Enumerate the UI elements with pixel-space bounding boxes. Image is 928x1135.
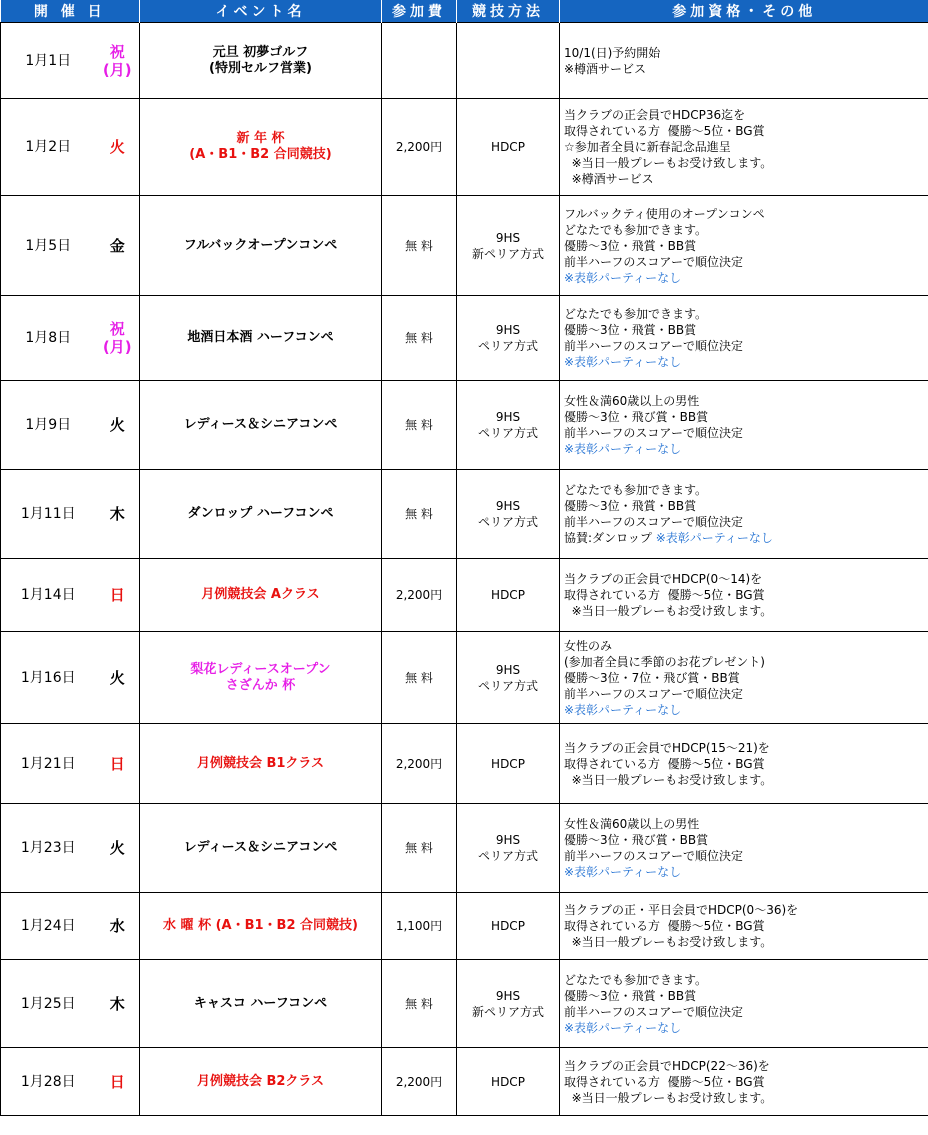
notes-line: 優勝～3位・飛賞・BB賞 [564,499,697,513]
event-weekday [96,381,140,470]
table-row [1,632,928,724]
eligibility-notes [560,296,928,381]
notes-line: 当クラブの正会員でHDCP36迄を [564,108,746,122]
weekday-line: 日 [109,586,125,604]
weekday-line: (月) [102,338,132,356]
no-award-party-note: ※表彰パーティーなし [564,442,682,456]
event-name [140,960,382,1048]
header-event: イベント名 [140,0,382,23]
event-date: 1月21日 [1,724,96,804]
eligibility-notes [560,470,928,559]
notes-line: 取得されている方 優勝～5位・BG賞 [564,588,765,602]
notes-line: 優勝～3位・飛賞・BB賞 [564,323,697,337]
notes-line: ※当日一般プレーもお受け致します。 [564,1090,773,1105]
entry-fee: 無 料 [382,632,457,724]
event-name-line: 月例競技会 Aクラス [201,587,320,602]
entry-fee: 無 料 [382,470,457,559]
event-name [140,99,382,196]
competition-method [457,296,560,381]
event-name [140,559,382,632]
event-name-line: 梨花レディースオープン [190,661,331,677]
method-line: HDCP [491,588,525,602]
method-line: 9HS [495,323,521,337]
notes-line: ※当日一般プレーもお受け致します。 [564,604,773,618]
table-body [1,23,928,1116]
method-line: 9HS [495,230,521,245]
event-name [140,296,382,381]
competition-method [457,99,560,196]
event-name-line: 月例競技会 B2クラス [196,1073,325,1089]
entry-fee: 無 料 [382,960,457,1048]
eligibility-notes [560,23,928,99]
competition-method [457,559,560,632]
weekday-line: 木 [109,505,125,523]
weekday-line: 金 [109,236,125,255]
event-name-line: 地酒日本酒 ハーフコンペ [187,330,334,345]
competition-method [457,724,560,804]
method-line: 9HS [495,988,521,1003]
notes-line: 前半ハーフのスコアーで順位決定 [564,254,744,269]
entry-fee: 無 料 [382,381,457,470]
event-date: 1月9日 [1,381,96,470]
notes-line: ※当日一般プレーもお受け致します。 [564,772,773,787]
notes-line: 優勝～3位・7位・飛び賞・BB賞 [564,670,740,685]
method-line: ペリア方式 [477,849,538,863]
event-date: 1月1日 [1,23,96,99]
method-line: ペリア方式 [477,678,538,693]
table-row [1,470,928,559]
no-award-party-note: ※表彰パーティーなし [564,1020,682,1035]
competition-method [457,804,560,893]
notes-line: 前半ハーフのスコアーで順位決定 [564,849,744,863]
notes-line: どなたでも参加できます。 [564,972,708,987]
entry-fee: 2,200円 [382,1048,457,1116]
event-weekday [96,470,140,559]
event-name-line: キャスコ ハーフコンペ [193,995,328,1011]
event-name-line: レディース＆シニアコンペ [183,417,338,432]
table-row [1,23,928,99]
event-name [140,724,382,804]
event-date: 1月8日 [1,296,96,381]
eligibility-notes [560,381,928,470]
header-fee: 参加費 [382,0,457,23]
event-name [140,893,382,960]
weekday-line: 火 [109,839,125,857]
notes-line: 優勝～3位・飛び賞・BB賞 [564,410,709,424]
notes-line: 取得されている方 優勝～5位・BG賞 [564,1074,765,1089]
notes-line: 前半ハーフのスコアーで順位決定 [564,686,744,701]
header-method: 競技方法 [457,0,560,23]
competition-method [457,632,560,724]
method-line: ペリア方式 [477,426,538,440]
method-line: HDCP [491,1074,525,1089]
method-line: 新ペリア方式 [471,1004,544,1019]
event-name [140,196,382,296]
method-line: ペリア方式 [477,515,538,529]
notes-line: ※樽酒サービス [564,172,654,186]
event-name-line: 水 曜 杯 (A・B1・B2 合同競技) [163,918,358,933]
event-name [140,470,382,559]
notes-line: 当クラブの正会員でHDCP(0～14)を [564,572,763,586]
notes-line: どなたでも参加できます。 [564,307,708,321]
no-award-party-note: ※表彰パーティーなし [564,355,682,369]
table-row [1,724,928,804]
entry-fee: 1,100円 [382,893,457,960]
event-date: 1月23日 [1,804,96,893]
event-name-line: (特別セルフ営業) [209,60,312,76]
weekday-line: 水 [109,917,125,935]
event-date: 1月5日 [1,196,96,296]
notes-line: どなたでも参加できます。 [564,222,708,237]
event-date: 1月16日 [1,632,96,724]
table-row [1,804,928,893]
notes-line: 優勝～3位・飛賞・BB賞 [564,988,697,1003]
event-name-line: 月例競技会 B1クラス [196,755,325,771]
competition-method [457,381,560,470]
notes-line: 女性のみ [564,638,613,653]
entry-fee: 無 料 [382,296,457,381]
method-line: 9HS [495,499,521,513]
table-row [1,196,928,296]
method-line: 新ペリア方式 [471,246,544,261]
table-row [1,960,928,1048]
notes-line: ※当日一般プレーもお受け致します。 [564,935,773,949]
notes-line: 10/1(日)予約開始 [564,45,661,60]
event-weekday [96,632,140,724]
entry-fee: 無 料 [382,196,457,296]
weekday-line: (月) [102,60,132,79]
event-date: 1月25日 [1,960,96,1048]
eligibility-notes [560,559,928,632]
no-award-party-note: ※表彰パーティーなし [564,702,682,717]
notes-line: 優勝～3位・飛び賞・BB賞 [564,833,709,847]
eligibility-notes [560,724,928,804]
competition-method [457,196,560,296]
competition-method [457,23,560,99]
notes-line: (参加者全員に季節のお花プレゼント) [564,654,765,669]
event-weekday [96,804,140,893]
event-weekday [96,893,140,960]
competition-method [457,960,560,1048]
weekday-line: 日 [109,754,125,773]
notes-line: 当クラブの正会員でHDCP(15～21)を [564,740,770,755]
eligibility-notes [560,960,928,1048]
event-name-line: ダンロップ ハーフコンペ [187,506,334,521]
competition-method [457,1048,560,1116]
eligibility-notes [560,1048,928,1116]
event-name [140,804,382,893]
weekday-line: 祝 [109,42,125,61]
method-line: 9HS [495,410,521,424]
event-weekday [96,296,140,381]
weekday-line: 木 [109,994,125,1013]
notes-line: 取得されている方 優勝～5位・BG賞 [564,919,765,933]
weekday-line: 祝 [109,320,125,338]
notes-line: 前半ハーフのスコアーで順位決定 [564,339,744,353]
table-row [1,99,928,196]
table-row [1,559,928,632]
eligibility-notes [560,196,928,296]
eligibility-notes [560,632,928,724]
eligibility-notes [560,804,928,893]
event-name-line: 元旦 初夢ゴルフ [212,44,309,60]
event-name-line: レディース＆シニアコンペ [183,840,338,855]
notes-line: 女性＆満60歳以上の男性 [564,394,700,408]
entry-fee: 無 料 [382,804,457,893]
entry-fee: 2,200円 [382,559,457,632]
table-row [1,381,928,470]
event-date: 1月2日 [1,99,96,196]
notes-line: 当クラブの正・平日会員でHDCP(0～36)を [564,903,799,917]
method-line: HDCP [491,919,525,933]
event-name [140,1048,382,1116]
event-date: 1月24日 [1,893,96,960]
header-other: 参加資格・その他 [560,0,928,23]
entry-fee: 2,200円 [382,99,457,196]
notes-line: ※当日一般プレーもお受け致します。 [564,156,773,170]
event-date: 1月28日 [1,1048,96,1116]
no-award-party-note: ※表彰パーティーなし [564,865,682,879]
notes-line: ☆参加者全員に新春記念品進呈 [564,140,731,154]
event-name-line: 新 年 杯 [236,131,285,146]
weekday-line: 火 [109,138,125,156]
notes-line: フルバックティ使用のオープンコンペ [564,206,765,221]
event-name-line: フルバックオープンコンペ [183,237,338,253]
event-name-line: さざんか 杯 [225,677,296,693]
notes-line: 取得されている方 優勝～5位・BG賞 [564,124,765,138]
method-line: HDCP [491,756,525,771]
method-line: 9HS [495,662,521,677]
notes-line: どなたでも参加できます。 [564,483,708,497]
event-date: 1月11日 [1,470,96,559]
notes-line: 当クラブの正会員でHDCP(22～36)を [564,1058,770,1073]
method-line: HDCP [491,140,525,154]
event-weekday [96,196,140,296]
notes-line: 優勝～3位・飛賞・BB賞 [564,238,697,253]
notes-line: ※樽酒サービス [564,61,647,76]
event-name [140,381,382,470]
method-line: ペリア方式 [477,339,538,353]
notes-line: 前半ハーフのスコアーで順位決定 [564,1004,744,1019]
event-name-line: (A・B1・B2 合同競技) [189,147,332,162]
notes-line: 女性＆満60歳以上の男性 [564,817,700,831]
event-weekday [96,99,140,196]
method-line: 9HS [495,833,521,847]
eligibility-notes [560,99,928,196]
no-award-party-note: ※表彰パーティーなし [564,270,682,285]
competition-method [457,470,560,559]
eligibility-notes [560,893,928,960]
event-name [140,632,382,724]
table-row [1,296,928,381]
no-award-party-note: ※表彰パーティーなし [651,531,773,545]
event-date: 1月14日 [1,559,96,632]
weekday-line: 火 [109,668,125,687]
table-row [1,893,928,960]
header-row [1,0,928,23]
event-weekday [96,559,140,632]
event-weekday [96,724,140,804]
entry-fee [382,23,457,99]
weekday-line: 日 [109,1072,125,1091]
weekday-line: 火 [109,416,125,434]
event-weekday [96,960,140,1048]
event-weekday [96,23,140,99]
notes-line: 前半ハーフのスコアーで順位決定 [564,426,744,440]
notes-line: 協賛:ダンロップ ※表彰パーティーなし [564,531,773,545]
event-weekday [96,1048,140,1116]
table-row [1,1048,928,1116]
header-date: 開 催 日 [1,0,140,23]
competition-method [457,893,560,960]
entry-fee: 2,200円 [382,724,457,804]
notes-line: 取得されている方 優勝～5位・BG賞 [564,756,765,771]
event-name [140,23,382,99]
notes-line: 前半ハーフのスコアーで順位決定 [564,515,744,529]
